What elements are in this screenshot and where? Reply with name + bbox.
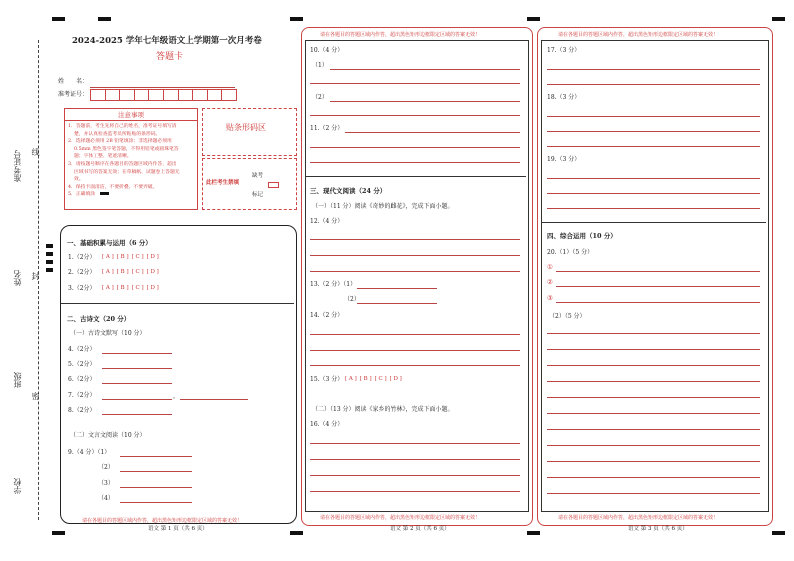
- zkz-box[interactable]: [193, 89, 208, 101]
- section-divider: [61, 303, 294, 304]
- sidebar-name: 姓名: [13, 270, 22, 286]
- q17-answer-line[interactable]: [547, 69, 760, 70]
- column2-notice-bottom: 请在各题目的答题区域内作答，超出黑色矩形边框限定区域的答案无效！: [320, 515, 481, 521]
- sub2-title: （二）文言文阅读（10 分）: [70, 432, 146, 439]
- zkz-box[interactable]: [106, 89, 121, 101]
- q20-2-writing-line[interactable]: [547, 333, 760, 334]
- option-c[interactable]: [ C ]: [374, 376, 387, 382]
- timing-mark: [527, 17, 540, 21]
- timing-mark: [290, 531, 303, 535]
- q4-answer-line[interactable]: [102, 353, 172, 354]
- q7-comma: ，: [173, 393, 180, 400]
- q4-label: 4.（2分）: [68, 346, 96, 353]
- q20-2-writing-line[interactable]: [547, 429, 760, 430]
- page-footer-2: 语文 第 2 页（共 6 页）: [390, 526, 450, 532]
- q7-answer-line[interactable]: [102, 399, 172, 400]
- sub3-2-title: （二）（13 分）阅读《家乡的竹林》，完成下面小题。: [312, 406, 454, 413]
- option-a[interactable]: [ A ]: [102, 285, 114, 291]
- q10-2-label: （2）: [312, 94, 328, 101]
- timing-mark: [52, 17, 65, 21]
- timing-mark: [290, 17, 303, 21]
- page-footer-1: 语文 第 1 页（共 6 页）: [148, 526, 208, 532]
- q12-label: 12.（4 分）: [310, 218, 344, 225]
- option-a[interactable]: [ A ]: [102, 269, 114, 275]
- barcode-label: 贴条形码区: [226, 123, 266, 132]
- timing-mark: [46, 268, 53, 272]
- q20-2-writing-line[interactable]: [547, 413, 760, 414]
- q9-1-answer-line[interactable]: [120, 456, 192, 457]
- q20-2-writing-line[interactable]: [547, 397, 760, 398]
- q11-answer-line[interactable]: [345, 132, 520, 133]
- section1-title: 一、基础积累与运用（6 分）: [67, 239, 152, 247]
- q10-1-answer-line-2[interactable]: [310, 83, 520, 84]
- q14-label: 14.（2 分）: [310, 312, 344, 319]
- instruction-line: 2．选择题必须用 2B 铅笔填涂；非选择题必须用: [68, 139, 172, 145]
- q13-2-label: （2）: [344, 296, 360, 303]
- q15-label: 15.（3 分）: [310, 376, 344, 383]
- q16-answer-line-3[interactable]: [310, 475, 520, 476]
- name-label-2: 名：: [76, 78, 89, 85]
- instruction-line: 区域书写的答案无效；在草稿纸、试题卷上答题无: [74, 169, 180, 175]
- timing-mark: [46, 260, 53, 264]
- q12-answer-line-2[interactable]: [310, 255, 520, 256]
- column2-notice-top: 请在各题目的答题区域内作答，超出黑色矩形边框限定区域的答案无效！: [320, 32, 481, 38]
- page-title: 2024-2025 学年七年级语文上学期第一次月考卷: [72, 36, 262, 46]
- q9-4-label: （4）: [98, 495, 114, 502]
- column3-notice-bottom: 请在各题目的答题区域内作答，超出黑色矩形边框限定区域的答案无效！: [558, 515, 719, 521]
- q3-label: 3.（2分）: [68, 285, 96, 292]
- sidebar-school: 学校: [13, 478, 22, 494]
- q14-answer-line-3[interactable]: [310, 365, 520, 366]
- zkz-box[interactable]: [164, 89, 179, 101]
- q6-answer-line[interactable]: [102, 383, 172, 384]
- q20-2-label: （2）（5 分）: [549, 313, 586, 320]
- page-footer-3: 语文 第 3 页（共 6 页）: [628, 526, 688, 532]
- section-divider: [542, 222, 766, 223]
- sidebar-feng: 封: [31, 272, 40, 280]
- q20-label: 20.（1）（5 分）: [547, 249, 594, 256]
- option-b[interactable]: [ B ]: [116, 285, 129, 291]
- q10-1-answer-line[interactable]: [330, 69, 520, 70]
- q3-options[interactable]: [102, 286, 162, 292]
- q20-1-answer-line[interactable]: [556, 271, 760, 272]
- q14-answer-line-2[interactable]: [310, 350, 520, 351]
- column2-inner-box: [305, 40, 529, 512]
- option-b[interactable]: [ B ]: [359, 376, 372, 382]
- q20-2-writing-line[interactable]: [547, 493, 760, 494]
- option-d[interactable]: [ D ]: [146, 285, 159, 291]
- q20-circle-1: ①: [547, 263, 553, 271]
- q7-answer-line-2[interactable]: [180, 399, 248, 400]
- option-b[interactable]: [ B ]: [116, 254, 129, 260]
- instruction-line: 楚，并认真检查监考员所粘贴的条形码。: [74, 131, 161, 137]
- q8-answer-line[interactable]: [102, 414, 172, 415]
- q13-2-answer-line[interactable]: [357, 303, 437, 304]
- zkz-box[interactable]: [222, 89, 237, 101]
- q6-label: 6.（2分）: [68, 376, 96, 383]
- barcode-area: [202, 108, 297, 156]
- instruction-line: 3．请按题号顺序在各题目的答题区域内作答，超出: [68, 161, 177, 167]
- q19-answer-line-3[interactable]: [547, 208, 760, 209]
- q19-label: 19.（3 分）: [547, 156, 581, 163]
- q14-answer-line[interactable]: [310, 334, 520, 335]
- page-subtitle: 答题卡: [156, 52, 184, 62]
- zkz-box[interactable]: [208, 89, 223, 101]
- sidebar-xian: 线: [31, 148, 40, 156]
- column3-inner-box: [541, 40, 769, 512]
- binding-line: [38, 40, 39, 520]
- q16-answer-line-4[interactable]: [310, 491, 520, 492]
- q11-answer-line-3[interactable]: [310, 162, 520, 163]
- zkz-box[interactable]: [135, 89, 150, 101]
- zkz-box[interactable]: [120, 89, 135, 101]
- q20-2-writing-line[interactable]: [547, 477, 760, 478]
- option-b[interactable]: [ B ]: [116, 269, 129, 275]
- zkz-label: 准考证号：: [58, 91, 89, 98]
- q16-answer-line[interactable]: [310, 443, 520, 444]
- section-divider: [306, 176, 526, 177]
- q20-2-writing-line[interactable]: [547, 445, 760, 446]
- q20-3-answer-line[interactable]: [556, 302, 760, 303]
- absent-mark-label: 缺考: [252, 173, 264, 179]
- q20-2-writing-line[interactable]: [547, 365, 760, 366]
- timing-mark: [46, 244, 53, 248]
- option-d[interactable]: [ D ]: [146, 254, 159, 260]
- q18-label: 18.（3 分）: [547, 94, 581, 101]
- option-d[interactable]: [ D ]: [146, 269, 159, 275]
- q10-2-answer-line[interactable]: [330, 101, 520, 102]
- q9-2-label: （2）: [98, 464, 114, 471]
- zkz-box[interactable]: [179, 89, 194, 101]
- option-a[interactable]: [ A ]: [345, 376, 357, 382]
- option-d[interactable]: [ D ]: [389, 376, 402, 382]
- timing-mark: [52, 531, 65, 535]
- absent-label: 此栏考生禁填: [206, 180, 240, 186]
- q11-answer-line-2[interactable]: [310, 147, 520, 148]
- column1-notice: 请在各题目的答题区域内作答，超出黑色矩形边框限定区域的答案无效！: [82, 518, 243, 524]
- section2-title: 二、古诗文（20 分）: [67, 315, 131, 323]
- q20-2-writing-line[interactable]: [547, 461, 760, 462]
- q2-options[interactable]: [102, 270, 162, 276]
- sub1-title: （一）古诗文默写（10 分）: [70, 330, 146, 337]
- q13-1-answer-line[interactable]: [357, 288, 437, 289]
- instruction-line: 4．保持卡面清洁，不要折叠、不要弄破。: [68, 184, 158, 190]
- instruction-line: 1．答题前，考生先将自己的姓名，准考证号填写清: [68, 124, 177, 129]
- instruction-line: 效。: [74, 177, 84, 183]
- timing-mark: [772, 17, 785, 21]
- q12-answer-line[interactable]: [310, 239, 520, 240]
- q9-2-answer-line[interactable]: [120, 471, 192, 472]
- section4-title: 四、综合运用（10 分）: [547, 232, 617, 240]
- q16-answer-line-2[interactable]: [310, 459, 520, 460]
- q19-answer-line[interactable]: [547, 178, 760, 179]
- q2-label: 2.（2分）: [68, 269, 96, 276]
- section3-title: 三、现代文阅读（24 分）: [310, 187, 387, 195]
- q13-label: 13.（2 分）（1）: [310, 281, 357, 288]
- q20-2-writing-line[interactable]: [547, 349, 760, 350]
- column3-notice-top: 请在各题目的答题区域内作答，超出黑色矩形边框限定区域的答案无效！: [558, 32, 719, 38]
- zkz-box[interactable]: [149, 89, 164, 101]
- q5-answer-line[interactable]: [102, 368, 172, 369]
- q9-3-label: （3）: [98, 480, 114, 487]
- q20-2-answer-line[interactable]: [556, 286, 760, 287]
- sidebar-zkz: 准考证号: [13, 150, 22, 182]
- q9-3-answer-line[interactable]: [120, 487, 192, 488]
- q9-label: 9.（4 分）（1）: [68, 449, 111, 456]
- q17-label: 17.（3 分）: [547, 47, 581, 54]
- q8-label: 8.（2分）: [68, 407, 96, 414]
- q7-label: 7.（2分）: [68, 392, 96, 399]
- absent-checkbox[interactable]: [268, 182, 279, 188]
- instruction-line: [68, 191, 194, 199]
- timing-mark: [46, 252, 53, 256]
- q15-options[interactable]: [345, 377, 405, 383]
- instructions-box: [64, 108, 198, 210]
- q10-1-label: （1）: [312, 62, 328, 69]
- option-c[interactable]: [ C ]: [131, 254, 144, 260]
- timing-mark: [772, 531, 785, 535]
- sidebar-class: 班级: [13, 372, 22, 388]
- q11-label: 11.（2 分）: [310, 125, 344, 132]
- q12-answer-line-3[interactable]: [310, 271, 520, 272]
- instruction-line: 0.5mm 黑色签字笔答题，不得用铅笔或圆珠笔答: [74, 146, 179, 152]
- timing-mark: [527, 531, 540, 535]
- instruction-line: 题；字体工整、笔迹清晰。: [74, 154, 132, 160]
- q9-4-answer-line[interactable]: [120, 502, 192, 503]
- zkz-boxes[interactable]: [90, 89, 237, 101]
- name-field[interactable]: [90, 87, 235, 88]
- q10-label: 10.（4 分）: [310, 47, 344, 54]
- zkz-box[interactable]: [90, 89, 106, 101]
- q5-label: 5.（2分）: [68, 361, 96, 368]
- option-c[interactable]: [ C ]: [131, 269, 144, 275]
- name-label: 姓: [58, 78, 65, 85]
- q10-2-answer-line-2[interactable]: [310, 115, 520, 116]
- option-c[interactable]: [ C ]: [131, 285, 144, 291]
- q1-label: 1.（2分）: [68, 254, 96, 261]
- sub3-1-title: （一）（11 分）阅读《奇妙的雌花》，完成下面小题。: [312, 203, 454, 210]
- sidebar-mi: 密: [31, 392, 40, 400]
- q17-answer-line-2[interactable]: [547, 84, 760, 85]
- q19-answer-line-2[interactable]: [547, 193, 760, 194]
- q20-circle-2: ②: [547, 278, 553, 286]
- absent-mark-label-2: 标记: [252, 192, 264, 198]
- filled-bubble-icon: [100, 192, 109, 195]
- q20-2-writing-line[interactable]: [547, 381, 760, 382]
- instructions-title: 注意事项: [65, 109, 197, 121]
- instruction-fill-example: 5．正确填涂: [68, 192, 96, 198]
- q20-circle-3: ③: [547, 294, 553, 302]
- q1-options[interactable]: [102, 255, 162, 261]
- q18-answer-line-2[interactable]: [547, 131, 760, 132]
- q16-label: 16.（4 分）: [310, 421, 344, 428]
- option-a[interactable]: [ A ]: [102, 254, 114, 260]
- q18-answer-line-3[interactable]: [547, 146, 760, 147]
- q18-answer-line[interactable]: [547, 116, 760, 117]
- timing-mark: [98, 17, 111, 21]
